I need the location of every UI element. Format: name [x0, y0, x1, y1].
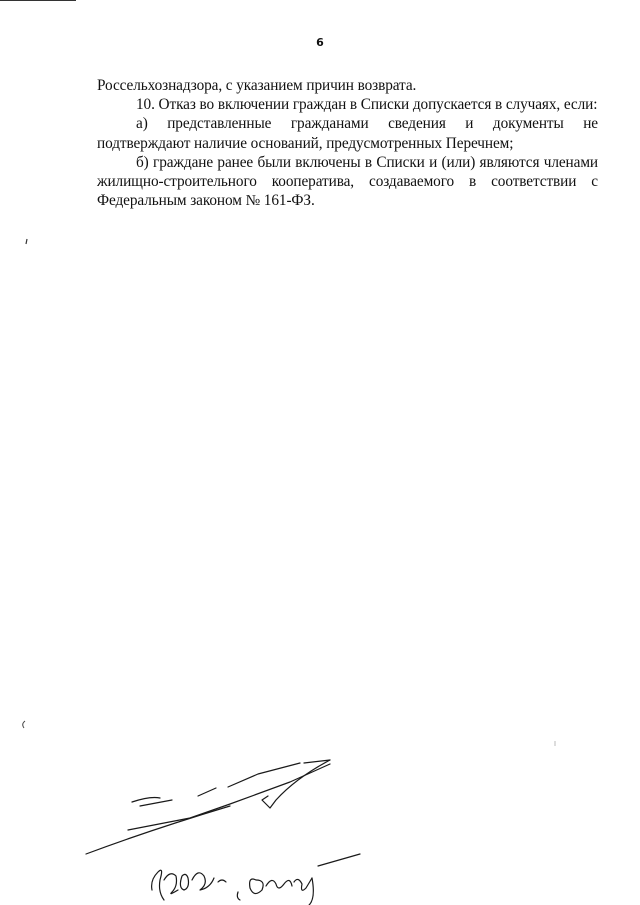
text-line-4: подтверждают наличие оснований, предусмотренных Перечнем;	[97, 134, 514, 152]
text-line-2: 10. Отказ во включении граждан в Списки допускается в случаях, если:	[136, 96, 598, 114]
text-line-1: Россельхознадзора, с указанием причин возврата.	[97, 77, 417, 94]
text-line-7: Федеральным законом № 161-ФЗ.	[97, 192, 315, 210]
scan-speck-mark	[553, 740, 557, 748]
text-line-5: б) граждане ранее были включены в Списки и (или) являются членами	[136, 153, 598, 171]
scan-top-edge	[0, 0, 76, 1]
text-line-3: а) представленные гражданами сведения и документы не	[136, 115, 598, 133]
scan-speck-mark	[24, 238, 30, 246]
text-line-6: жилищно-строительного кооператива, создаваемого в соответствии с	[97, 173, 598, 191]
handwritten-signature	[0, 730, 400, 905]
page-number: 6	[316, 36, 324, 49]
document-body	[97, 76, 598, 210]
scan-speck-mark	[20, 720, 28, 730]
